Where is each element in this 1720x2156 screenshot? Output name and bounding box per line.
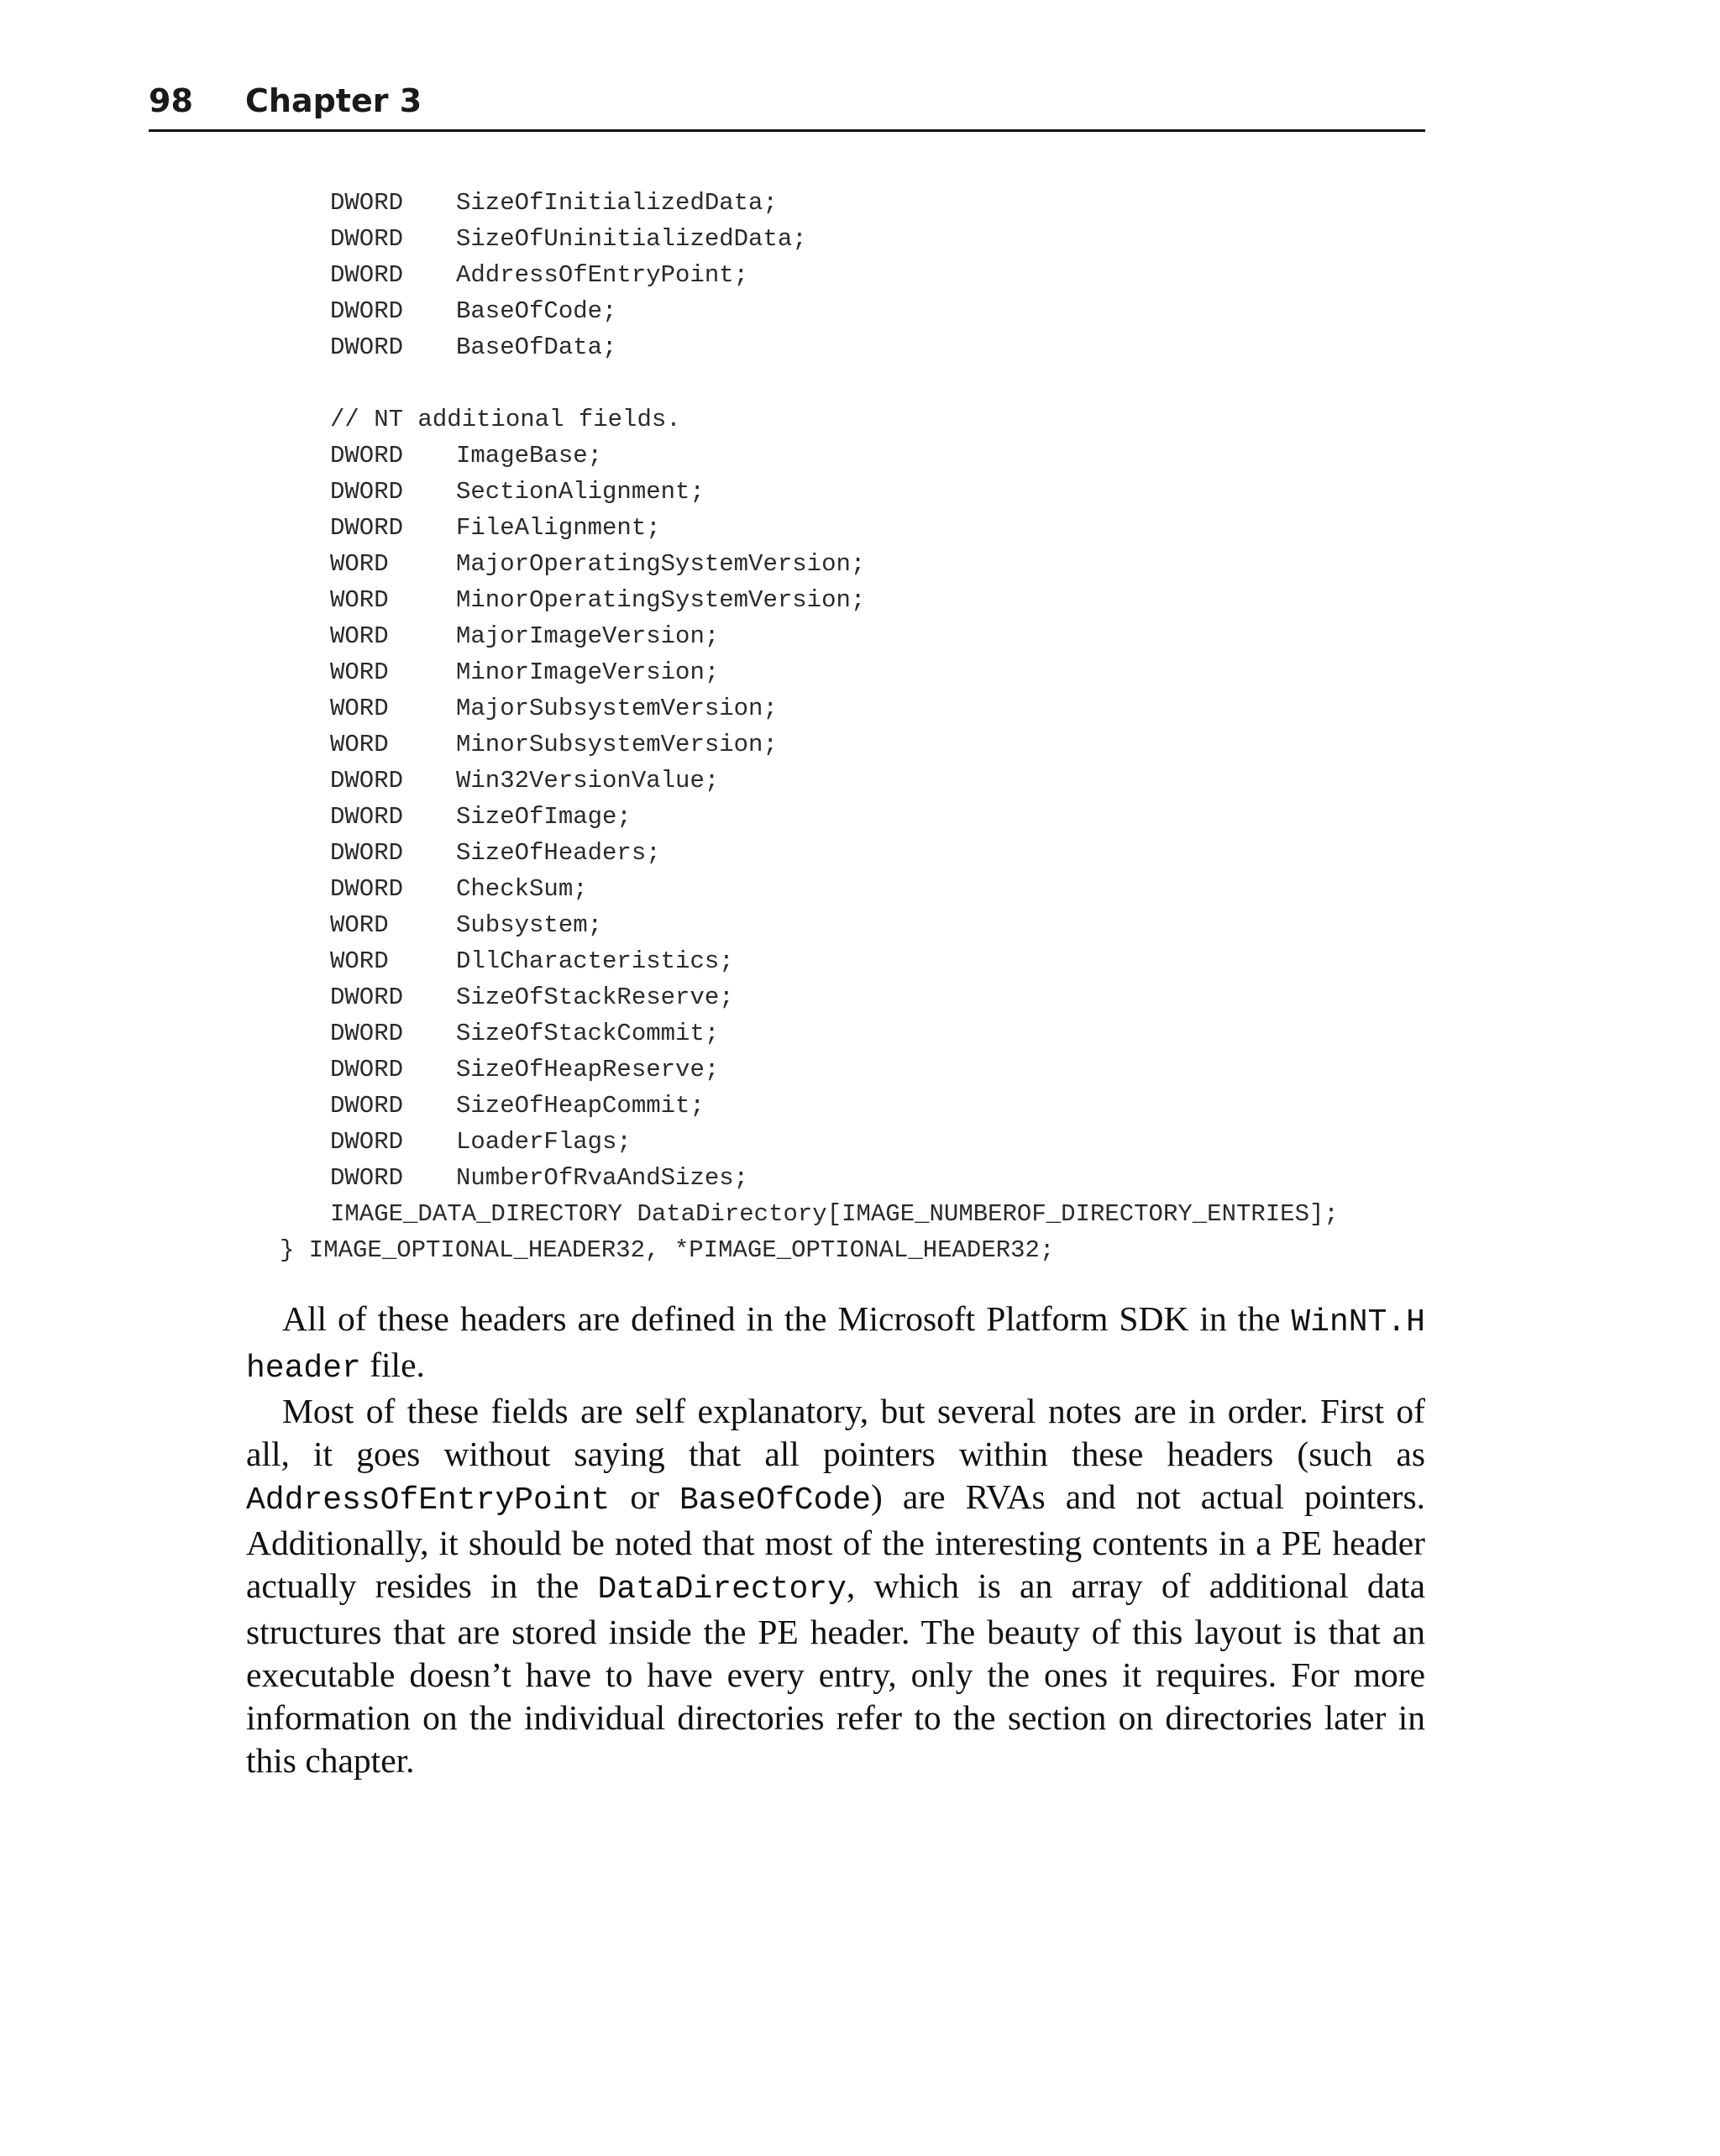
code-line	[280, 979, 1455, 1015]
code-field: MajorSubsystemVersion;	[456, 695, 778, 722]
paragraph	[246, 1390, 1425, 1782]
code-line	[280, 618, 1455, 654]
code-line	[280, 763, 1455, 799]
code-line	[280, 329, 1455, 365]
code-line	[280, 474, 1455, 510]
code-field: SectionAlignment;	[456, 478, 705, 506]
page-number: 98	[149, 82, 193, 119]
code-line	[280, 1015, 1455, 1052]
code-type: WORD	[330, 695, 389, 722]
code-field: SizeOfStackReserve;	[456, 984, 734, 1011]
code-field: Win32VersionValue;	[456, 767, 720, 795]
code-type: DWORD	[330, 225, 404, 253]
code-line	[280, 1124, 1455, 1160]
text-run: All of these headers are defined in the Microsoft Platform SDK in the	[282, 1299, 1292, 1338]
code-line	[280, 943, 1455, 979]
text-run: file.	[360, 1346, 425, 1384]
code-field: AddressOfEntryPoint;	[456, 261, 749, 289]
code-type: WORD	[330, 947, 389, 975]
code-field: LoaderFlags;	[456, 1128, 632, 1156]
text-run: or	[610, 1477, 679, 1516]
inline-code: AddressOfEntryPoint	[246, 1482, 611, 1519]
code-field: DllCharacteristics;	[456, 947, 734, 975]
code-closing-line: } IMAGE_OPTIONAL_HEADER32, *PIMAGE_OPTIONAL_HEADER32;	[280, 1236, 1055, 1264]
code-field: BaseOfData;	[456, 333, 617, 361]
code-type: DWORD	[330, 297, 404, 325]
code-type: DWORD	[330, 514, 404, 542]
code-type: WORD	[330, 550, 389, 578]
code-type: DWORD	[330, 1092, 404, 1120]
code-line	[280, 690, 1455, 727]
code-field: SizeOfHeaders;	[456, 839, 661, 867]
code-field: SizeOfImage;	[456, 803, 632, 831]
code-line	[280, 185, 1455, 221]
code-type: DWORD	[330, 1056, 404, 1083]
code-field: MajorOperatingSystemVersion;	[456, 550, 866, 578]
code-field: MinorImageVersion;	[456, 658, 720, 686]
code-type: DWORD	[330, 767, 404, 795]
code-type: WORD	[330, 911, 389, 939]
code-field: NumberOfRvaAndSizes;	[456, 1164, 749, 1192]
code-type: DWORD	[330, 803, 404, 831]
code-line	[280, 438, 1455, 474]
code-field: MajorImageVersion;	[456, 622, 720, 650]
code-field: CheckSum;	[456, 875, 588, 903]
code-line	[280, 727, 1455, 763]
code-type: DWORD	[330, 442, 404, 469]
code-comment: // NT additional fields.	[330, 406, 681, 433]
code-type: DWORD	[330, 261, 404, 289]
code-type: DWORD	[330, 478, 404, 506]
code-line	[280, 1052, 1455, 1088]
code-line	[280, 654, 1455, 690]
code-field: SizeOfUninitializedData;	[456, 225, 807, 253]
text-run: Most of these fields are self explanatory, but several notes are in order. First of all, it goes without saying that all pointers within these headers (such as	[246, 1392, 1425, 1473]
code-field: FileAlignment;	[456, 514, 661, 542]
code-field: BaseOfCode;	[456, 297, 617, 325]
code-type: DWORD	[330, 1128, 404, 1156]
code-type: DWORD	[330, 333, 404, 361]
code-line	[280, 871, 1455, 907]
code-field: SizeOfInitializedData;	[456, 189, 778, 217]
code-type: DWORD	[330, 1164, 404, 1192]
chapter-title: Chapter 3	[245, 82, 422, 119]
code-type: DWORD	[330, 984, 404, 1011]
code-field: MinorSubsystemVersion;	[456, 731, 778, 758]
code-field: SizeOfHeapReserve;	[456, 1056, 720, 1083]
inline-code: DataDirectory	[597, 1571, 847, 1608]
code-line	[280, 221, 1455, 257]
code-field: ImageBase;	[456, 442, 603, 469]
code-data-directory-line: IMAGE_DATA_DIRECTORY DataDirectory[IMAGE_NUMBEROF_DIRECTORY_ENTRIES];	[330, 1200, 1339, 1228]
code-type: DWORD	[330, 875, 404, 903]
text-run: ) are RVAs and not actual pointers. Additionally, it should be noted that most of the interesting contents in a PE header actually resides in the	[246, 1477, 1426, 1605]
code-type: WORD	[330, 586, 389, 614]
code-line	[280, 835, 1455, 871]
inline-code: WinNT.H header	[246, 1304, 1425, 1387]
code-type: WORD	[330, 658, 389, 686]
code-line	[280, 907, 1455, 943]
code-line	[280, 582, 1455, 618]
inline-code: BaseOfCode	[679, 1482, 872, 1519]
code-type: WORD	[330, 622, 389, 650]
code-line	[280, 1160, 1455, 1196]
code-field: SizeOfHeapCommit;	[456, 1092, 705, 1120]
code-line	[280, 799, 1455, 835]
code-line	[280, 1088, 1455, 1124]
code-type: DWORD	[330, 839, 404, 867]
code-line	[280, 510, 1455, 546]
paragraph	[246, 1298, 1425, 1390]
code-listing	[280, 185, 1455, 1268]
code-field: Subsystem;	[456, 911, 603, 939]
code-type: DWORD	[330, 189, 404, 217]
code-field: SizeOfStackCommit;	[456, 1020, 720, 1047]
code-field: MinorOperatingSystemVersion;	[456, 586, 866, 614]
text-run: , which is an array of additional data structures that are stored inside the PE header. The beauty of this layout is that an executable doesn’t have to have every entry, only the ones it requires. For more information on the individual directories refer to the section on directories later in this chapter.	[246, 1566, 1425, 1780]
body-text	[246, 1298, 1425, 1782]
code-type: DWORD	[330, 1020, 404, 1047]
code-line	[280, 293, 1455, 329]
code-line	[280, 546, 1455, 582]
code-blank-line	[280, 365, 1455, 401]
code-type: WORD	[330, 731, 389, 758]
code-line	[280, 257, 1455, 293]
running-header	[149, 77, 1425, 132]
